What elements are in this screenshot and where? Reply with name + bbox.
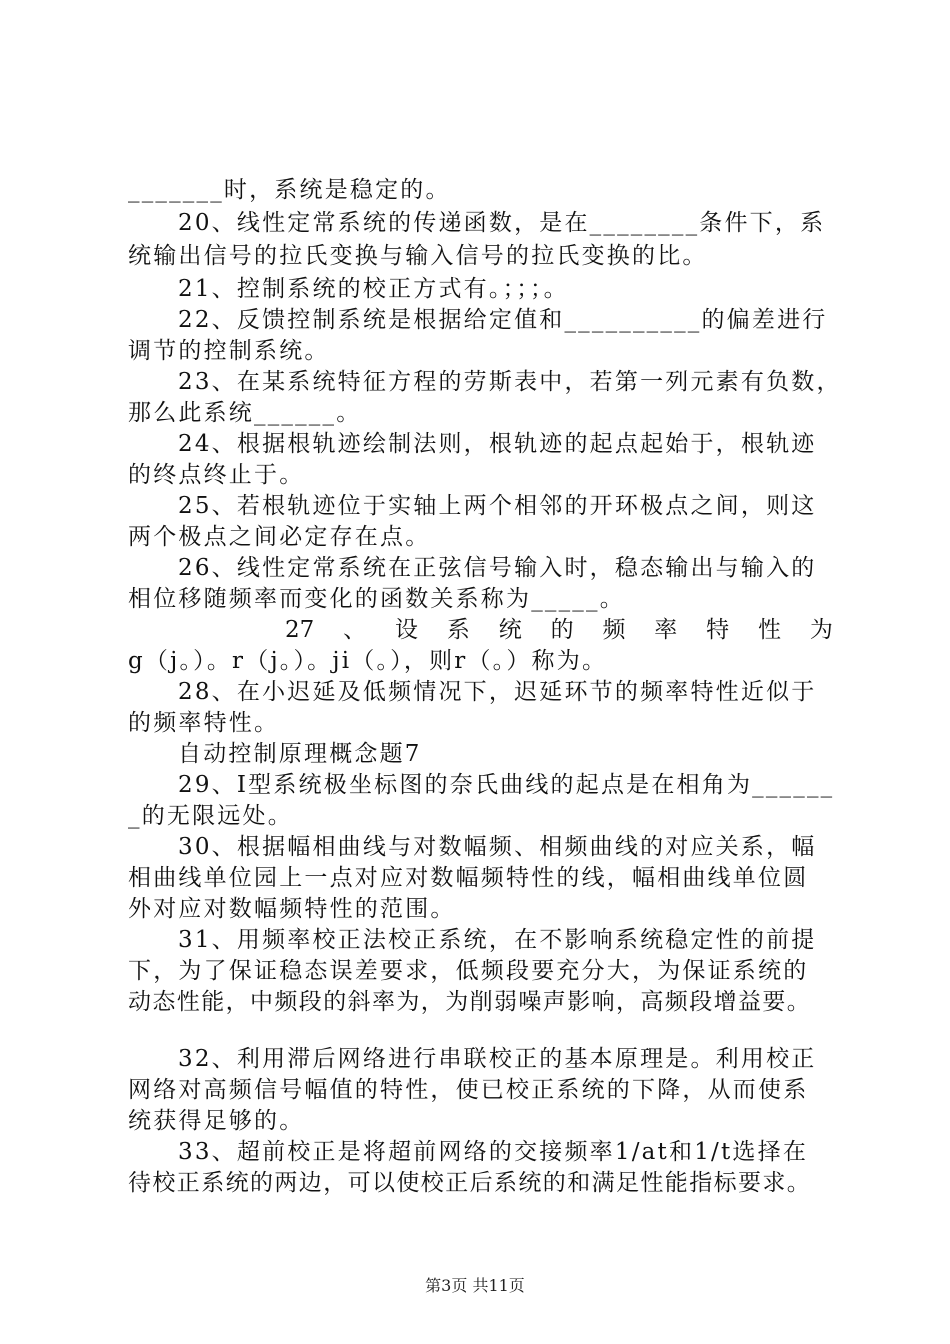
line27-token: 系 xyxy=(446,617,470,643)
text-line-26: 下，为了保证稳态误差要求，低频段要充分大，为保证系统的 xyxy=(128,958,809,984)
text-line-27: 动态性能，中频段的斜率为，为削弱噪声影响，高频段增益要。 xyxy=(128,989,812,1015)
text-line-10: 的终点终止于。 xyxy=(128,462,305,488)
text-line-7: 23、在某系统特征方程的劳斯表中，若第一列元素有负数， xyxy=(178,369,842,395)
text-line-9: 24、根据根轨迹绘制法则，根轨迹的起点起始于，根轨迹 xyxy=(178,431,817,457)
text-line-2: 20、线性定常系统的传递函数，是在________条件下，系 xyxy=(178,210,826,236)
text-line-6: 调节的控制系统。 xyxy=(128,338,330,364)
line27-token: 特 xyxy=(706,617,730,643)
text-line-17: 28、在小迟延及低频情况下，迟延环节的频率特性近似于 xyxy=(178,679,817,705)
line27-token: 性 xyxy=(758,617,782,643)
text-line-4: 21、控制系统的校正方式有。；；；。 xyxy=(178,276,569,302)
text-line-20: 29、Ⅰ型系统极坐标图的奈氏曲线的起点是在相角为______ xyxy=(178,772,835,798)
line27-token: 、 xyxy=(343,617,367,643)
text-line-31: 33、超前校正是将超前网络的交接频率1/at和1/t选择在 xyxy=(178,1139,809,1165)
text-line-18: 的频率特性。 xyxy=(128,710,280,736)
text-line-8: 那么此系统______。 xyxy=(128,400,362,426)
text-line-28: 32、利用滞后网络进行串联校正的基本原理是。利用校正 xyxy=(178,1046,817,1072)
section-heading: 自动控制原理概念题7 xyxy=(178,741,422,767)
line27-token: 的 xyxy=(550,617,574,643)
text-line-16: g（j。）。r（j。）。ji（。），则r（。）称为。 xyxy=(128,648,608,674)
text-line-29: 网络对高频信号幅值的特性，使已校正系统的下降，从而使系 xyxy=(128,1077,809,1103)
line27-token: 设 xyxy=(395,617,418,643)
text-line-23: 相曲线单位园上一点对应对数幅频特性的线，幅相曲线单位圆 xyxy=(128,865,809,891)
text-line-22: 30、根据幅相曲线与对数幅频、相频曲线的对应关系，幅 xyxy=(178,834,817,860)
text-line-32: 待校正系统的两边，可以使校正后系统的和满足性能指标要求。 xyxy=(128,1170,812,1196)
page-number-footer: 第3页 共11页 xyxy=(425,1276,525,1295)
line27-token: 率 xyxy=(654,617,678,643)
text-line-14: 相位移随频率而变化的函数关系称为_____。 xyxy=(128,586,625,612)
text-line-11: 25、若根轨迹位于实轴上两个相邻的开环极点之间，则这 xyxy=(178,493,817,519)
text-line-13: 26、线性定常系统在正弦信号输入时，稳态输出与输入的 xyxy=(178,555,817,581)
line27-token: 频 xyxy=(602,617,626,643)
line27-token: 统 xyxy=(498,617,522,643)
text-line-30: 统获得足够的。 xyxy=(128,1108,305,1134)
text-line-21: _的无限远处。 xyxy=(128,803,293,829)
line27-token: 为 xyxy=(809,617,833,643)
text-line-25: 31、用频率校正法校正系统，在不影响系统稳定性的前提 xyxy=(178,927,817,953)
text-line-1: _______时，系统是稳定的。 xyxy=(128,177,451,203)
text-line-12: 两个极点之间必定存在点。 xyxy=(128,524,431,550)
text-line-3: 统输出信号的拉氏变换与输入信号的拉氏变换的比。 xyxy=(128,243,708,269)
text-line-5: 22、反馈控制系统是根据给定值和__________的偏差进行 xyxy=(178,307,828,333)
text-line-24: 外对应对数幅频特性的范围。 xyxy=(128,896,456,922)
line27-token: 27 xyxy=(285,617,315,643)
